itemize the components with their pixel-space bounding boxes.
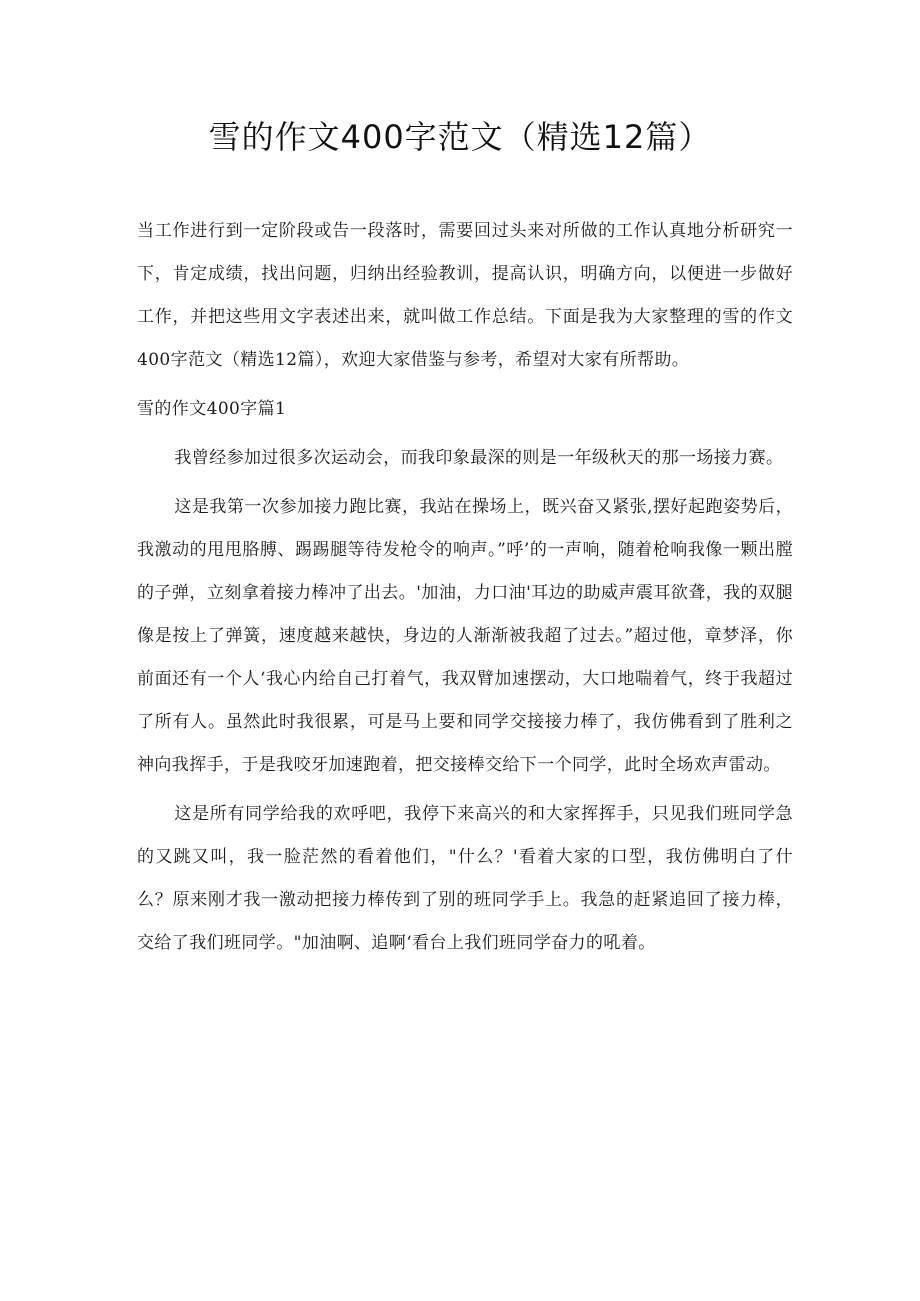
body-paragraph: 这是我第一次参加接力跑比赛，我站在操场上，既兴奋又紧张,摆好起跑姿势后，我激动的甩甩胳膊、踢踢腿等待发枪令的响声。”呼’的一声响，随着枪响我像一颗出膛的子弹，立刻拿着接力棒冲了出去。'加油，力口油'耳边的助威声震耳欲聋，我的双腿像是按上了弹簧，速度越来越快，身边的人渐渐被我超了过去。”超过他，章梦泽，你前面还有一个人‘我心内给自己打着气，我双臂加速摆动，大口地喘着气，终于我超过了所有人。虽然此时我很累，可是马上要和同学交接接力棒了，我仿佛看到了胜利之神向我挥手，于是我咬牙加速跑着，把交接棒交给下一个同学，此时全场欢声雷动。: [137, 497, 793, 775]
section-heading: 雪的作文400字篇1: [137, 399, 287, 419]
body-paragraph: 我曾经参加过很多次运动会，而我印象最深的则是一年级秋天的那一场接力赛。: [174, 448, 784, 468]
document-title: 雪的作文400字范文（精选12篇）: [208, 118, 712, 156]
intro-paragraph: 当工作进行到一定阶段或告一段落时，需要回过头来对所做的工作认真地分析研究一下，肯定成绩，找出问题，归纳出经验教训，提高认识，明确方向，以便进一步做好工作，并把这些用文字表述出来，就叫做工作总结。下面是我为大家整理的雪的作文400字范文（精选12篇），欢迎大家借鉴与参考，希望对大家有所帮助。: [137, 221, 793, 370]
body-paragraph: 这是所有同学给我的欢呼吧，我停下来高兴的和大家挥挥手，只见我们班同学急的又跳又叫，我一脸茫然的看着他们，"什么？'看着大家的口型，我仿佛明白了什么？原来刚才我一激动把接力棒传到了别的班同学手上。我急的赶紧追回了接力棒，交给了我们班同学。"加油啊、追啊‘看台上我们班同学奋力的吼着。: [137, 804, 793, 953]
document-body: [137, 210, 793, 971]
